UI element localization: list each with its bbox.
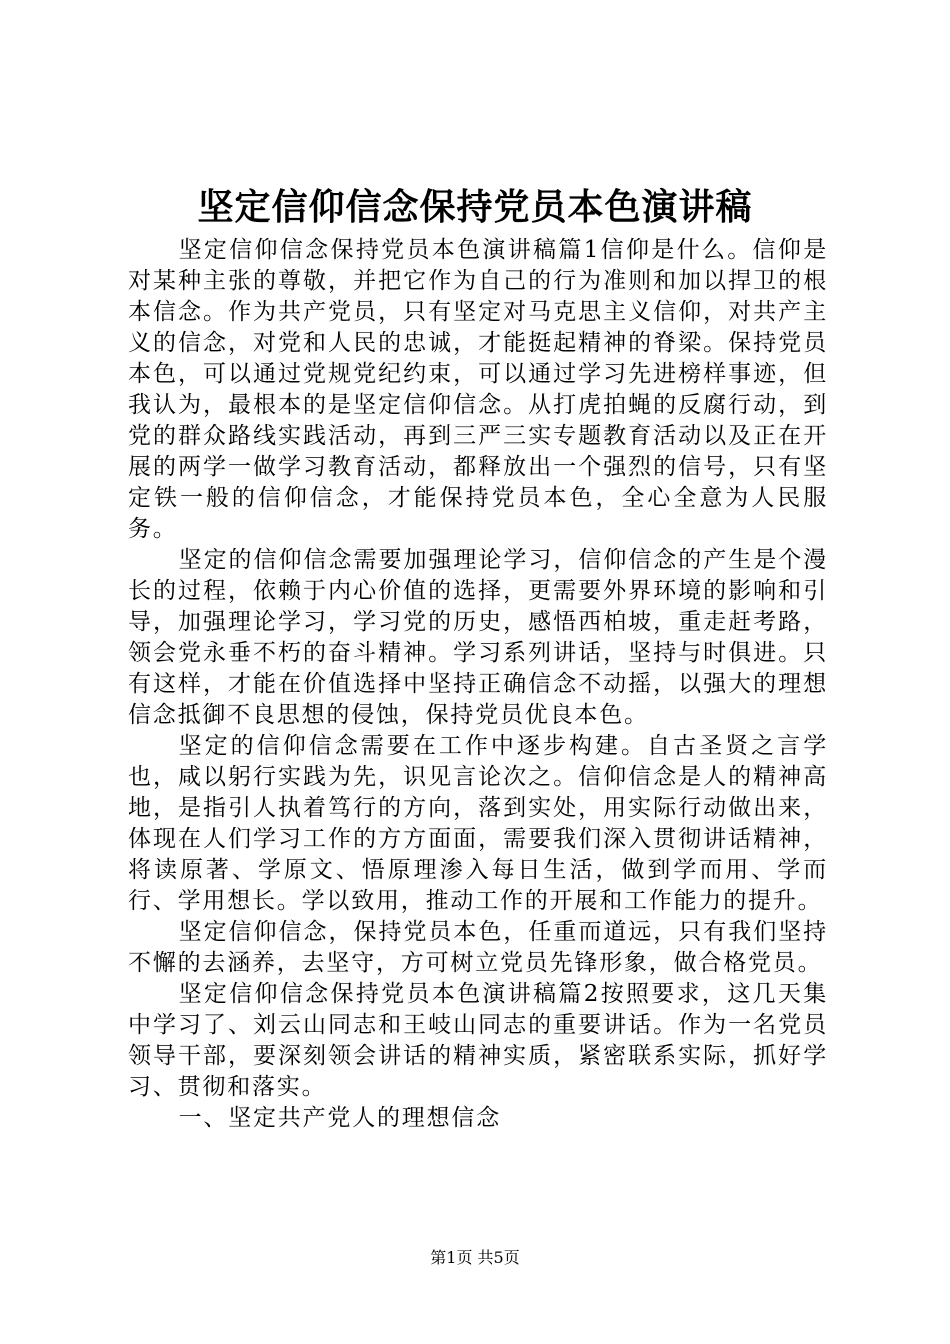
document-title: 坚定信仰信念保持党员本色演讲稿 bbox=[197, 187, 753, 228]
paragraph: 坚定信仰信念保持党员本色演讲稿篇1信仰是什么。信仰是对某种主张的尊敬，并把它作为自己的行为准则和加以捍卫的根本信念。作为共产党员，只有坚定对马克思主义信仰，对共产主义的信念，对党和人民的忠诚，才能挺起精神的脊梁。保持党员本色，可以通过党规党纪约束，可以通过学习先进榜样事迹，但我认为，最根本的是坚定信仰信念。从打虎拍蝇的反腐行动，到党的群众路线实践活动，再到三严三实专题教育活动以及正在开展的两学一做学习教育活动，都释放出一个强烈的信号，只有坚定铁一般的信仰信念，才能保持党员本色，全心全意为人民服务。 bbox=[128, 237, 828, 542]
document-body bbox=[128, 235, 828, 1134]
section-heading: 一、坚定共产党人的理想信念 bbox=[178, 1105, 501, 1131]
paragraph: 坚定信仰信念，保持党员本色，任重而道远，只有我们坚持不懈的去涵养，去坚守，方可树立党员先锋形象，做合格党员。 bbox=[128, 919, 828, 976]
paragraph: 坚定的信仰信念需要加强理论学习，信仰信念的产生是个漫长的过程，依赖于内心价值的选择，更需要外界环境的影响和引导，加强理论学习，学习党的历史，感悟西柏坡，重走赶考路，领会党永垂不朽的奋斗精神。学习系列讲话，坚持与时俱进。只有这样，才能在价值选择中坚持正确信念不动摇，以强大的理想信念抵御不良思想的侵蚀，保持党员优良本色。 bbox=[128, 547, 828, 728]
page-number-footer: 第1页 共5页 bbox=[430, 1248, 520, 1267]
paragraph: 坚定的信仰信念需要在工作中逐步构建。自古圣贤之言学也，咸以躬行实践为先，识见言论次之。信仰信念是人的精神高地，是指引人执着笃行的方向，落到实处，用实际行动做出来，体现在人们学习工作的方方面面，需要我们深入贯彻讲话精神，将读原著、学原文、悟原理渗入每日生活，做到学而用、学而行、学用想长。学以致用，推动工作的开展和工作能力的提升。 bbox=[128, 733, 828, 914]
paragraph: 坚定信仰信念保持党员本色演讲稿篇2按照要求，这几天集中学习了、刘云山同志和王岐山同志的重要讲话。作为一名党员领导干部，要深刻领会讲话的精神实质，紧密联系实际，抓好学习、贯彻和落实。 bbox=[128, 981, 828, 1100]
